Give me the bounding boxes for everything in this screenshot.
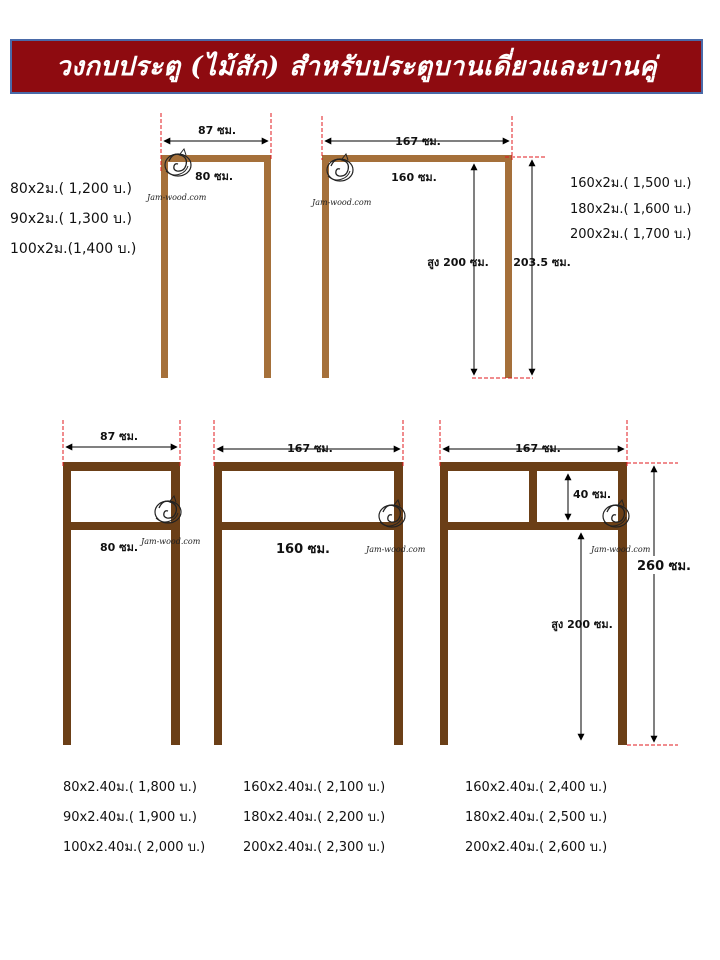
- frame-5-transom-mullion: [529, 462, 537, 528]
- price-item: 180x2.40ม.( 2,500 บ.): [465, 810, 608, 825]
- price-item: 160x2.40ม.( 2,400 บ.): [465, 780, 608, 795]
- frame-5-outer-width: 167 ซม.: [515, 442, 561, 455]
- frame-5-transom-height: 40 ซม.: [572, 488, 612, 501]
- frame-5-left-jamb: [440, 462, 448, 745]
- frame-1-left-jamb: [161, 155, 168, 378]
- frame-1-right-jamb: [264, 155, 271, 378]
- frame-4-inner-width: 160 ซม.: [276, 542, 330, 557]
- frame-4-outer-width: 167 ซม.: [287, 442, 333, 455]
- frame-5-total-height: 260 ซม.: [637, 559, 691, 574]
- frame-4-transom: [214, 522, 403, 530]
- price-item: 80x2.40ม.( 1,800 บ.): [63, 780, 197, 795]
- frame-3-transom: [63, 522, 180, 530]
- price-item: 90x2.40ม.( 1,900 บ.): [63, 810, 197, 825]
- price-item: 160x2ม.( 1,500 บ.): [570, 176, 692, 191]
- frame-2-inner-height: สูง 200 ซม.: [427, 256, 489, 269]
- frame-2-head: [322, 155, 512, 162]
- price-item: 90x2ม.( 1,300 บ.): [10, 211, 132, 227]
- frame-4-head: [214, 462, 403, 471]
- frame-3-inner-width: 80 ซม.: [99, 541, 139, 554]
- price-item: 200x2ม.( 1,700 บ.): [570, 227, 692, 242]
- frame-4: [214, 420, 426, 745]
- frame-2-left-jamb: [322, 155, 329, 378]
- price-item: 80x2ม.( 1,200 บ.): [10, 181, 132, 197]
- price-item: 100x2.40ม.( 2,000 บ.): [63, 840, 206, 855]
- frame-1-inner-width: 80 ซม.: [194, 170, 234, 183]
- watermark-text-5: Jam-wood.com: [591, 545, 651, 554]
- frame-1-head: [161, 155, 271, 162]
- frame-1-outer-width: 87 ซม.: [197, 124, 237, 137]
- frame-2: [310, 116, 571, 378]
- frame-3-outer-width: 87 ซม.: [99, 430, 139, 443]
- frame-3-head: [63, 462, 180, 471]
- watermark-text-2: Jam-wood.com: [312, 198, 372, 207]
- price-item: 100x2ม.(1,400 บ.): [10, 241, 137, 257]
- frame-5-right-jamb: [618, 462, 627, 745]
- frame-5-inner-height: สูง 200 ซม.: [551, 618, 613, 631]
- frame-3-left-jamb: [63, 462, 71, 745]
- frame-1: [145, 113, 271, 378]
- watermark-logo-1: [165, 149, 191, 176]
- watermark-text-3: Jam-wood.com: [141, 537, 201, 546]
- frame-2-outer-height: 203.5 ซม.: [513, 256, 571, 269]
- frame-2-outer-width: 167 ซม.: [395, 135, 441, 148]
- watermark-text-4: Jam-wood.com: [366, 545, 426, 554]
- price-item: 180x2.40ม.( 2,200 บ.): [243, 810, 386, 825]
- price-item: 200x2.40ม.( 2,600 บ.): [465, 840, 608, 855]
- frame-3: [63, 420, 201, 745]
- price-item: 160x2.40ม.( 2,100 บ.): [243, 780, 386, 795]
- frame-4-left-jamb: [214, 462, 222, 745]
- frame-2-inner-width: 160 ซม.: [391, 171, 437, 184]
- page-title: วงกบประตู (ไม้สัก) สำหรับประตูบานเดี่ยวและบานคู่: [55, 52, 658, 82]
- frame-2-right-jamb: [505, 155, 512, 378]
- price-item: 200x2.40ม.( 2,300 บ.): [243, 840, 386, 855]
- price-item: 180x2ม.( 1,600 บ.): [570, 202, 692, 217]
- watermark-text-1: Jam-wood.com: [147, 193, 207, 202]
- frame-4-right-jamb: [394, 462, 403, 745]
- frame-5: [440, 420, 693, 745]
